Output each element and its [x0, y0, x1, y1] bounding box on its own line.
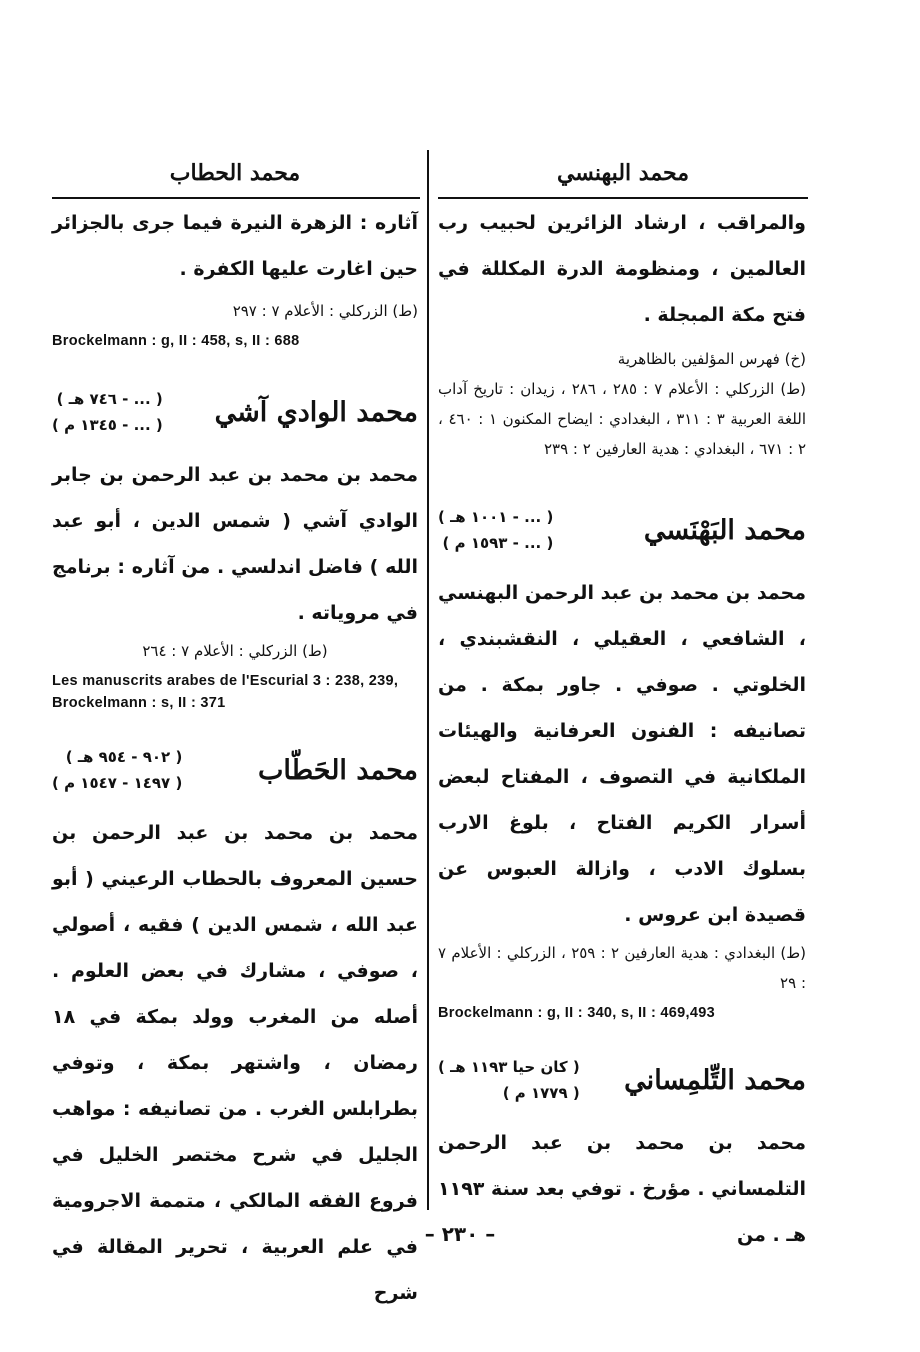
entry-heading [52, 744, 418, 796]
entry-name: محمد التِّلمِساني [624, 1064, 806, 1096]
dates-gregorian: ( ... - ١٣٤٥ م ) [52, 416, 163, 434]
continuation-text: آثاره : الزهرة النيرة فيما جرى بالجزائر حين اغارت عليها الكفرة . [52, 212, 418, 280]
entry-text: محمد بن محمد بن عبد الرحمن البهنسي ، الشافعي ، العقيلي ، النقشبندي ، الخلوتي . صوفي . جاور بمكة . من تصانيفه : الفنون العرفانية والهيئات الملكانية في التصوف ، المفتاح لبعض أسرار الكريم الفتاح ، بلوغ الارب بسلوك الادب ، وازالة العبوس عن قصيدة ابن عروس . [438, 582, 806, 926]
reference-manuscript: (خ) فهرس المؤلفين بالظاهرية [617, 350, 806, 368]
entry-heading [438, 504, 806, 556]
right-running-header: محمد البهنسي [556, 160, 690, 186]
entry-reference: (ط) الزركلي : الأعلام ٧ : ٢٦٤ [142, 642, 328, 660]
entry-latin-reference: Les manuscrits arabes de l'Escurial 3 : 238, 239, Brockelmann : s, II : 371 [52, 673, 399, 711]
left-header-rule [52, 197, 420, 199]
entry-text: محمد بن محمد بن عبد الرحمن التلمساني . مؤرخ . توفي بعد سنة ١١٩٣ هـ . من [438, 1132, 806, 1246]
page-number: – ٢٣٠ – [424, 1222, 496, 1246]
entry-dates [52, 386, 163, 438]
entry-heading [52, 386, 418, 438]
dates-hijri: ( كان حيا ١١٩٣ هـ ) [438, 1058, 580, 1076]
entry-dates [438, 504, 553, 556]
right-header-rule [438, 197, 808, 199]
left-running-header: محمد الحطاب [169, 160, 301, 186]
entry-dates [438, 1054, 580, 1106]
entry-latin-reference: Brockelmann : g, II : 340, s, II : 469,493 [438, 1005, 715, 1021]
dates-gregorian: ( ... - ١٥٩٣ م ) [442, 534, 554, 552]
entry-name: محمد الوادي آشي [214, 396, 418, 428]
reference-printed: (ط) الزركلي : الأعلام ٧ : ٢٩٧ [232, 302, 418, 320]
entry-name: محمد الحَطّاب [257, 754, 418, 786]
dates-gregorian: ( ١٤٩٧ - ١٥٤٧ م ) [52, 774, 183, 792]
entry-reference: (ط) البغدادي : هدية العارفين ٢ : ٢٥٩ ، الزركلي : الأعلام ٧ : ٢٩ [438, 944, 807, 992]
dates-hijri: ( ... - ٧٤٦ هـ ) [56, 390, 163, 408]
entry-text: محمد بن محمد بن عبد الرحمن بن جابر الوادي آشي ( شمس الدين ، أبو عبد الله ) فاضل اندلسي . من آثاره : برنامج في مروياته . [52, 464, 418, 624]
column-divider [427, 150, 429, 1210]
left-column [52, 200, 418, 1316]
dates-hijri: ( ٩٠٢ - ٩٥٤ هـ ) [65, 748, 183, 766]
entry-name: محمد البَهْنَسي [643, 514, 806, 546]
entry-heading [438, 1054, 806, 1106]
entry-text: محمد بن محمد بن عبد الرحمن بن حسين المعروف بالحطاب الرعيني ( أبو عبد الله ، شمس الدين ) فقيه ، أصولي ، صوفي ، مشارك في بعض العلوم . أصله من المغرب وولد بمكة في ١٨ رمضان ، واشتهر بمكة ، وتوفي بطرابلس الغرب . من تصانيفه : مواهب الجليل في شرح مختصر الخليل في فروع الفقه المالكي ، متممة الاجرومية في علم العربية ، تحرير المقالة في شرح [52, 822, 418, 1304]
right-column [438, 200, 806, 1258]
reference-printed: (ط) الزركلي : الأعلام ٧ : ٢٨٥ ، ٢٨٦ ، زيدان : تاريخ آداب اللغة العربية ٣ : ٣١١ ، البغدادي : ايضاح المكنون ١ : ٤٦٠ ، ٢ : ٦٧١ ، البغدادي : هدية العارفين ٢ : ٢٣٩ [438, 380, 806, 458]
latin-reference: Brockelmann : g, II : 458, s, II : 688 [52, 333, 300, 349]
continuation-text: والمراقب ، ارشاد الزائرين لحبيب رب العالمين ، ومنظومة الدرة المكللة في فتح مكة المبجلة . [438, 212, 806, 326]
dates-gregorian: ( ١٧٧٩ م ) [502, 1084, 580, 1102]
entry-dates [52, 744, 182, 796]
dates-hijri: ( ... - ١٠٠١ هـ ) [438, 508, 554, 526]
